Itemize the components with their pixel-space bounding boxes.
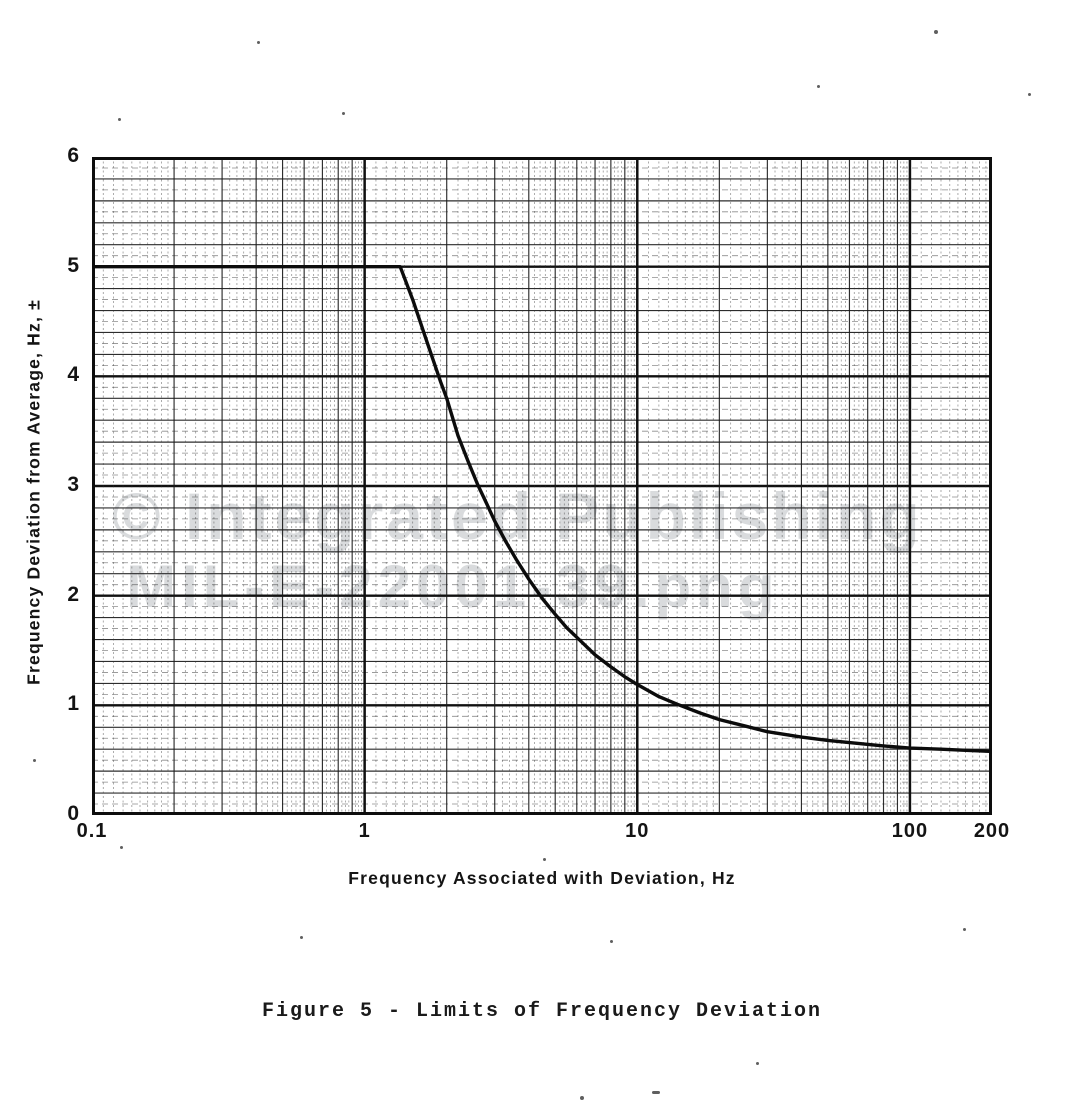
x-tick-label-10: 10 bbox=[625, 820, 650, 842]
watermark-line-2: MIL-E-22001-39.png bbox=[126, 553, 780, 620]
scan-speck bbox=[300, 936, 303, 939]
scan-speck bbox=[342, 112, 345, 115]
y-tick-label-0: 0 bbox=[67, 802, 80, 825]
y-tick-label-2: 2 bbox=[67, 582, 80, 606]
scan-speck bbox=[120, 846, 123, 849]
scan-speck bbox=[1028, 93, 1031, 96]
scan-speck bbox=[118, 118, 121, 121]
scan-speck bbox=[652, 1091, 660, 1094]
watermark-line-1: © Integrated Publishing bbox=[112, 479, 923, 553]
x-tick-label-200: 200 bbox=[973, 820, 1011, 842]
scan-speck bbox=[934, 30, 938, 34]
scan-speck bbox=[543, 858, 546, 861]
frequency-deviation-limit-curve bbox=[92, 267, 992, 752]
graph-paper-grid bbox=[92, 157, 992, 815]
scan-speck bbox=[33, 759, 36, 762]
y-tick-label-3: 3 bbox=[67, 473, 80, 496]
x-tick-label-1: 1 bbox=[358, 820, 371, 842]
figure-caption: Figure 5 - Limits of Frequency Deviation bbox=[261, 1000, 823, 1023]
x-axis-title: Frequency Associated with Deviation, Hz bbox=[348, 868, 736, 888]
scan-speck bbox=[580, 1096, 584, 1100]
y-tick-label-6: 6 bbox=[67, 144, 80, 167]
y-tick-label-4: 4 bbox=[67, 363, 80, 387]
scan-speck bbox=[756, 1062, 759, 1065]
y-tick-label-1: 1 bbox=[67, 692, 80, 716]
chart-plot-area bbox=[92, 157, 992, 815]
scan-speck bbox=[610, 940, 613, 943]
y-tick-label-5: 5 bbox=[67, 253, 80, 277]
scan-speck bbox=[257, 41, 260, 44]
scan-speck bbox=[817, 85, 820, 88]
x-tick-label-0.1: 0.1 bbox=[76, 820, 108, 842]
y-axis-title: Frequency Deviation from Average, Hz, ± bbox=[23, 299, 44, 685]
x-tick-label-100: 100 bbox=[891, 820, 929, 842]
scan-speck bbox=[963, 928, 966, 931]
